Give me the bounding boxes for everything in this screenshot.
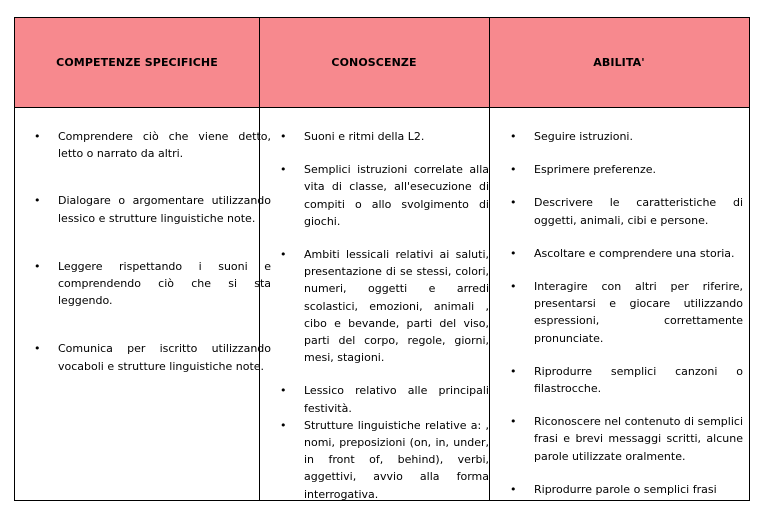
- header-conoscenze: CONOSCENZE: [331, 56, 417, 69]
- competenze-column: [33, 107, 271, 500]
- abilita-item: • Riconoscere nel contenuto di semplici frasi e brevi messaggi scritti, alcune parole utilizzate oralmente.: [509, 413, 743, 465]
- competenza-item: • Comunica per iscritto utilizzando vocaboli e strutture linguistiche note.: [33, 340, 271, 374]
- abilita-item: • Interagire con altri per riferire, presentarsi e giocare utilizzando espressioni, correttamente pronunciate.: [509, 278, 743, 347]
- abilita-item: • Seguire istruzioni.: [509, 128, 743, 145]
- curriculum-table: [14, 17, 750, 501]
- column-divider: [489, 18, 490, 500]
- conoscenza-item: • Semplici istruzioni correlate alla vita di classe, all'esecuzione di compiti o allo svolgimento di giochi.: [279, 161, 489, 230]
- abilita-item: • Riprodurre parole o semplici frasi: [509, 481, 743, 498]
- header-abilita: ABILITA': [593, 56, 645, 69]
- conoscenza-item: • Lessico relativo alle principali festività.: [279, 382, 489, 416]
- header-competenze-specifiche: COMPETENZE SPECIFICHE: [56, 56, 218, 69]
- abilita-column: [509, 107, 743, 500]
- conoscenze-column: [279, 107, 489, 500]
- competenza-item: • Dialogare o argomentare utilizzando lessico e strutture linguistiche note.: [33, 192, 271, 226]
- competenza-item: • Leggere rispettando i suoni e comprendendo ciò che si sta leggendo.: [33, 258, 271, 310]
- abilita-item: • Ascoltare e comprendere una storia.: [509, 245, 743, 262]
- abilita-item: • Descrivere le caratteristiche di oggetti, animali, cibi e persone.: [509, 194, 743, 228]
- conoscenza-item: • Ambiti lessicali relativi ai saluti, presentazione di se stessi, colori, numeri, oggetti e arredi scolastici, emozioni, animali , cibo e bevande, parti del viso, parti del corpo, regole, giorni, mesi, stagioni.: [279, 246, 489, 366]
- table-header-row: [15, 18, 749, 108]
- conoscenza-item: • Strutture linguistiche relative a: , nomi, preposizioni (on, in, under, in front of, behind), verbi, aggettivi, avvio alla forma interrogativa.: [279, 417, 489, 500]
- abilita-item: • Esprimere preferenze.: [509, 161, 743, 178]
- competenza-item: • Comprendere ciò che viene detto, letto o narrato da altri.: [33, 128, 271, 162]
- abilita-item: • Riprodurre semplici canzoni o filastrocche.: [509, 363, 743, 397]
- conoscenza-item: • Suoni e ritmi della L2.: [279, 128, 489, 145]
